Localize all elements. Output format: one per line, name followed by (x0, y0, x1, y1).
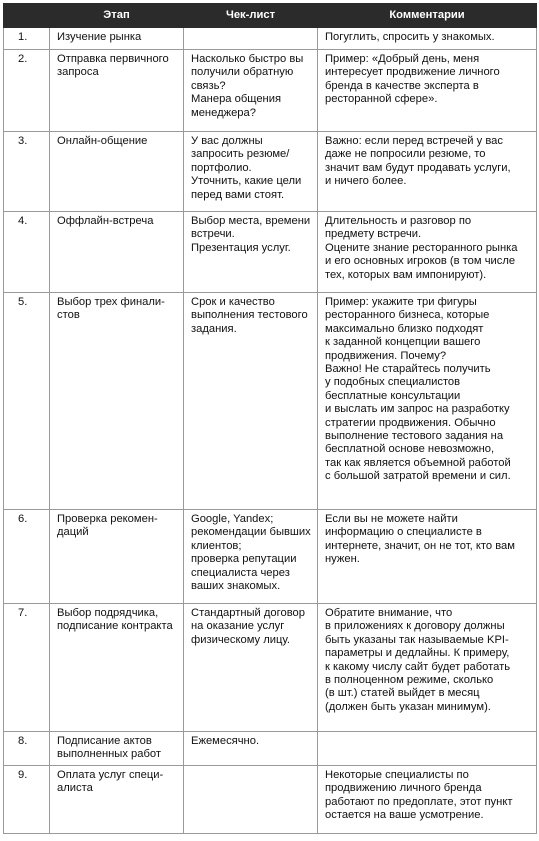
table-body (4, 28, 537, 834)
row-number: 6. (4, 510, 50, 604)
row-checklist: У вас должны запросить резюме/ портфолио. Уточнить, какие цели перед вами стоят. (184, 132, 318, 212)
row-stage: Выбор подрядчика, подписание контракта (50, 604, 184, 732)
table-row (4, 132, 537, 212)
row-checklist: Насколько быстро вы получили обратную связь? Манера общения менеджера? (184, 50, 318, 132)
row-stage: Выбор трех финали- стов (50, 293, 184, 510)
row-stage: Изучение рынка (50, 28, 184, 50)
checklist-table (3, 3, 537, 834)
row-stage: Онлайн-общение (50, 132, 184, 212)
row-number: 5. (4, 293, 50, 510)
row-number: 7. (4, 604, 50, 732)
header-comments: Комментарии (318, 4, 537, 28)
row-number: 3. (4, 132, 50, 212)
row-number: 1. (4, 28, 50, 50)
header-row (4, 4, 537, 28)
row-checklist (184, 766, 318, 834)
row-checklist: Стандартный договор на оказание услуг физическому лицу. (184, 604, 318, 732)
row-comment: Если вы не можете найти информацию о специалисте в интернете, значит, он не тот, кто вам нужен. (318, 510, 537, 604)
row-checklist (184, 28, 318, 50)
row-checklist: Google, Yandex; рекомендации бывших клиентов; проверка репутации специалиста через ваших знакомых. (184, 510, 318, 604)
row-stage: Оффлайн-встреча (50, 212, 184, 293)
row-stage: Проверка рекомен- даций (50, 510, 184, 604)
header-checklist: Чек-лист (184, 4, 318, 28)
row-number: 2. (4, 50, 50, 132)
table-row (4, 766, 537, 834)
row-comment: Некоторые специалисты по продвижению личного бренда работают по предоплате, этот пункт остается на ваше усмотрение. (318, 766, 537, 834)
row-number: 9. (4, 766, 50, 834)
row-number: 8. (4, 732, 50, 766)
row-number: 4. (4, 212, 50, 293)
row-comment: Пример: «Добрый день, меня интересует продвижение личного бренда в качестве эксперта в ресторанной сфере». (318, 50, 537, 132)
row-comment: Важно: если перед встречей у вас даже не попросили резюме, то значит вам будут продавать услуги, и ничего более. (318, 132, 537, 212)
row-comment: Погуглить, спросить у знакомых. (318, 28, 537, 50)
table-row (4, 50, 537, 132)
table-row (4, 604, 537, 732)
table-row (4, 212, 537, 293)
row-comment (318, 732, 537, 766)
row-checklist: Срок и качество выполнения тестового задания. (184, 293, 318, 510)
row-stage: Подписание актов выполненных работ (50, 732, 184, 766)
row-checklist: Выбор места, времени встречи. Презентация услуг. (184, 212, 318, 293)
table-header (4, 4, 537, 28)
row-stage: Отправка первичного запроса (50, 50, 184, 132)
row-comment: Пример: укажите три фигуры ресторанного бизнеса, которые максимально близко подходят к заданной концепции вашего продвижения. Почему? Важно! Не старайтесь получить у подобных специалистов бесплатные консультации и выслать им запрос на разработку стратегии продвижения. Обычно выполнение тестового задания на бесплатной основе невозможно, так как является объемной работой с большой затратой времени и сил. (318, 293, 537, 510)
row-stage: Оплата услуг специ- алиста (50, 766, 184, 834)
header-stage: Этап (50, 4, 184, 28)
table-row (4, 510, 537, 604)
row-comment: Обратите внимание, что в приложениях к договору должны быть указаны так называемые KPI- параметры и дедлайны. К примеру, к какому числу сайт будет работать в полноценном режиме, сколько (в шт.) статей выйдет в месяц (должен быть указан минимум). (318, 604, 537, 732)
table-row (4, 28, 537, 50)
table-row (4, 293, 537, 510)
header-number (4, 4, 50, 28)
row-checklist: Ежемесячно. (184, 732, 318, 766)
table-row (4, 732, 537, 766)
row-comment: Длительность и разговор по предмету встречи. Оцените знание ресторанного рынка и его основных игроков (в том числе тех, которых вам импонируют). (318, 212, 537, 293)
